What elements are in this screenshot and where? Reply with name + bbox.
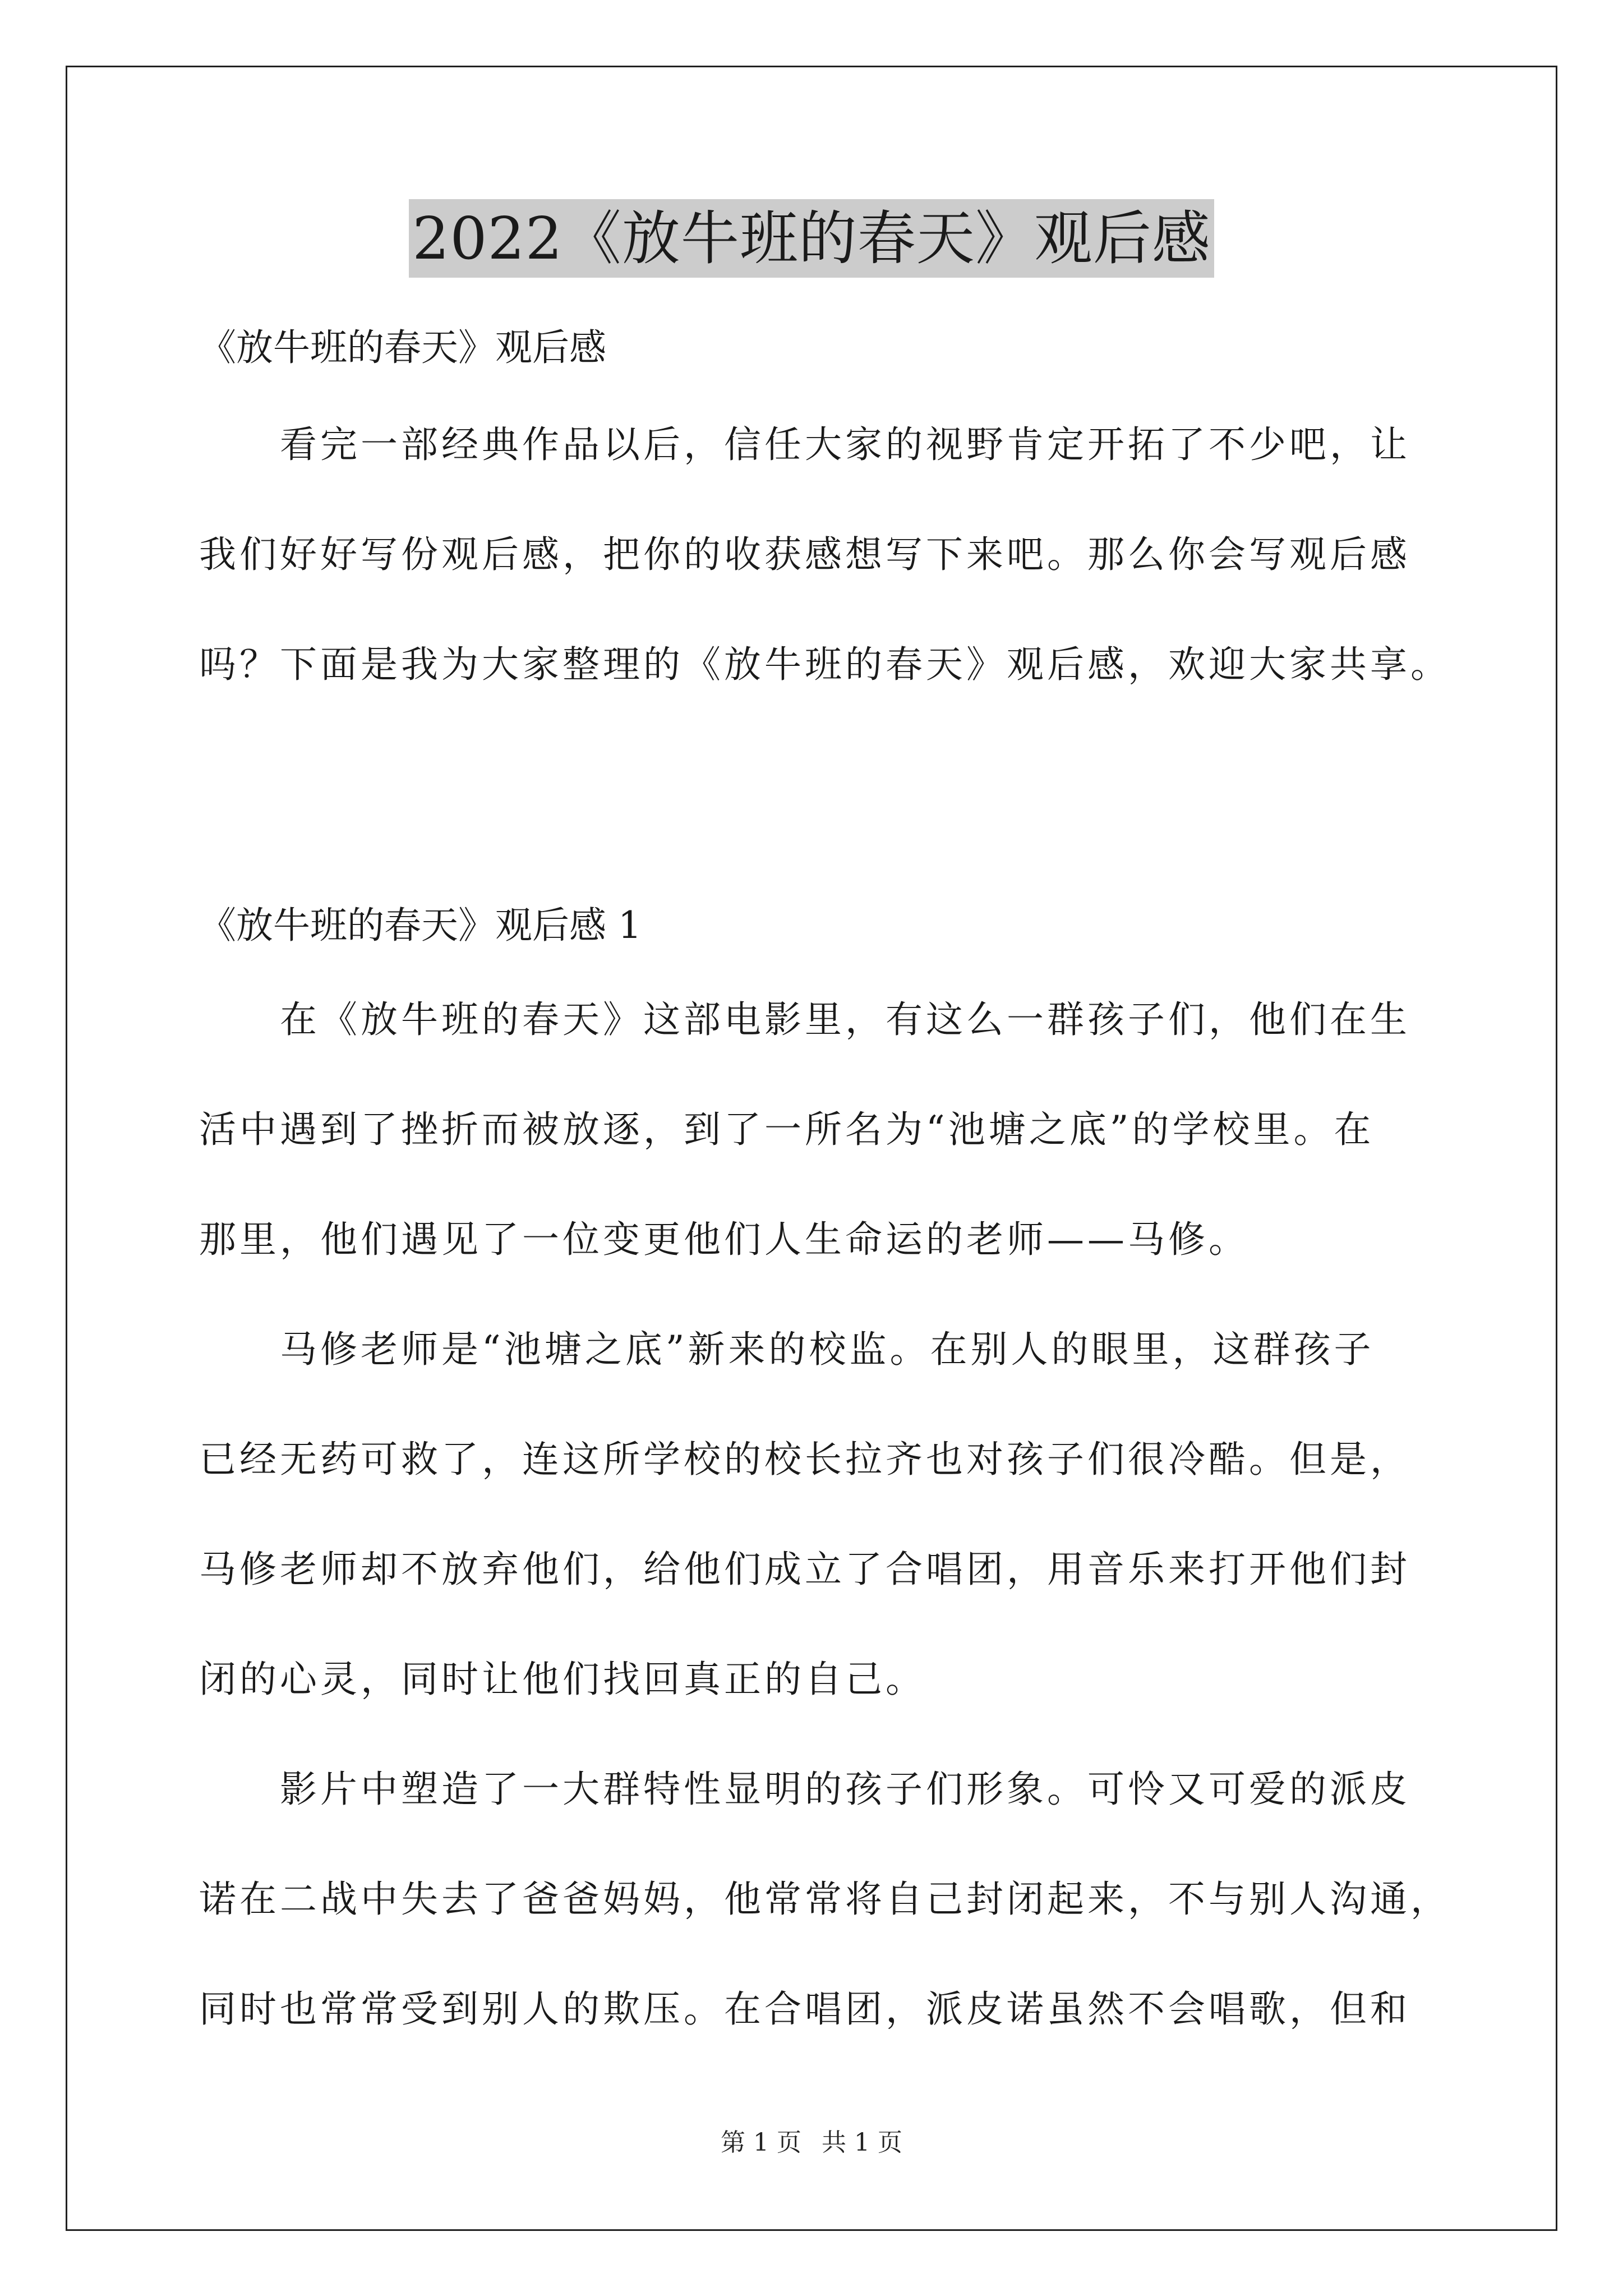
text-line: 已经无药可救了，连这所学校的校长拉齐也对孩子们很冷酷。但是， xyxy=(199,1438,1410,1481)
text-line: 那里，他们遇见了一位变更他们人生命运的老师——马修。 xyxy=(199,1218,1249,1261)
section-body xyxy=(199,965,1451,2064)
section-heading: 《放牛班的春天》观后感 1 xyxy=(199,904,642,947)
title-container xyxy=(0,199,1623,278)
page-footer xyxy=(0,2126,1623,2160)
document-subtitle: 《放牛班的春天》观后感 xyxy=(199,326,606,369)
page-total: 共 1 页 xyxy=(822,2128,902,2157)
text-line: 吗？下面是我为大家整理的《放牛班的春天》观后感，欢迎大家共享。 xyxy=(199,643,1451,686)
text-line: 在《放牛班的春天》这部电影里，有这么一群孩子们，他们在生 xyxy=(199,998,1410,1041)
text-line: 同时也常常受到别人的欺压。在合唱团，派皮诺虽然不会唱歌，但和 xyxy=(199,1987,1410,2031)
text-line: 马修老师是“池塘之底”新来的校监。在别人的眼里，这群孩子 xyxy=(199,1328,1375,1371)
page-number: 第 1 页 xyxy=(721,2128,801,2157)
text-line: 影片中塑造了一大群特性显明的孩子们形象。可怜又可爱的派皮 xyxy=(199,1768,1410,1811)
text-line: 诺在二战中失去了爸爸妈妈，他常常将自己封闭起来，不与别人沟通， xyxy=(199,1878,1451,1921)
text-line: 马修老师却不放弃他们，给他们成立了合唱团，用音乐来打开他们封 xyxy=(199,1548,1410,1591)
text-line: 看完一部经典作品以后，信任大家的视野肯定开拓了不少吧，让 xyxy=(199,423,1410,466)
text-line: 闭的心灵，同时让他们找回真正的自己。 xyxy=(199,1658,926,1701)
intro-paragraph xyxy=(199,390,1451,720)
document-title: 2022《放牛班的春天》观后感 xyxy=(409,199,1214,278)
text-line: 我们好好写份观后感，把你的收获感想写下来吧。那么你会写观后感 xyxy=(199,533,1410,576)
text-line: 活中遇到了挫折而被放逐，到了一所名为“池塘之底”的学校里。在 xyxy=(199,1108,1375,1151)
